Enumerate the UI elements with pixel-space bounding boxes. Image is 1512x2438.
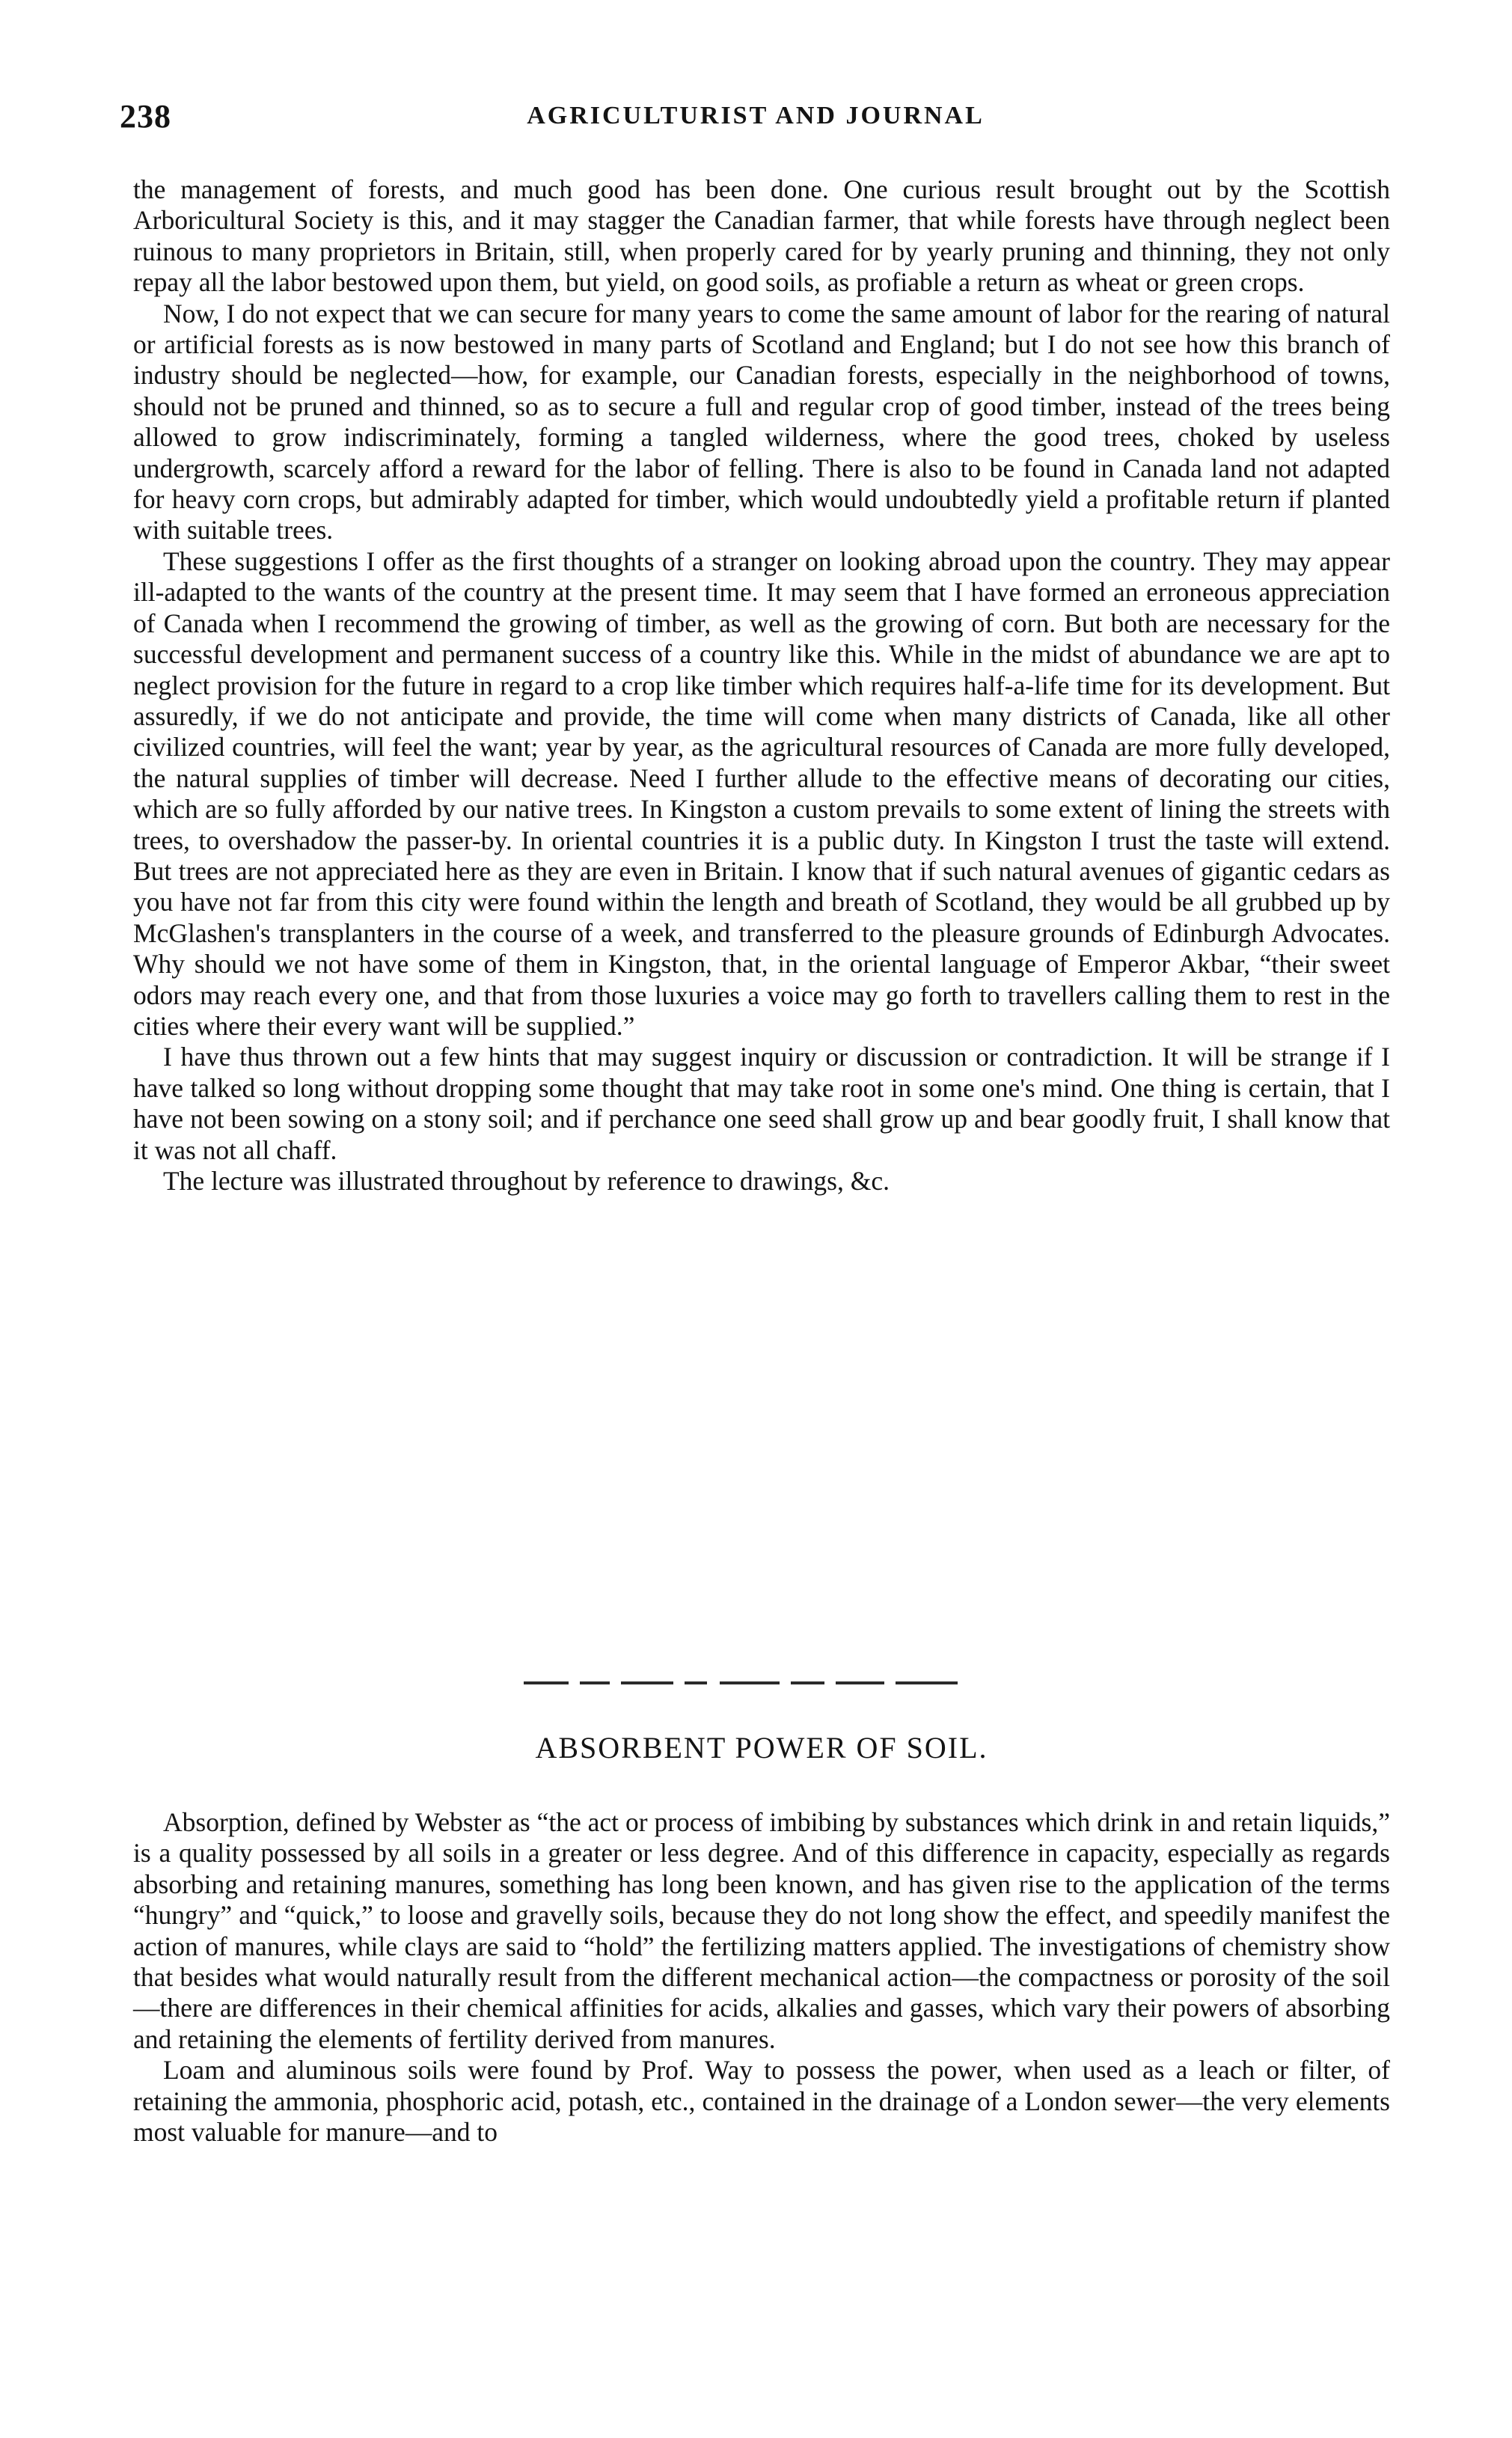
running-head: AGRICULTURIST AND JOURNAL — [527, 102, 985, 129]
paragraph: the management of forests, and much good has been done. One curious result brought out by the Scottish Arboricultural Society is this, and it may stagger the Canadian farmer, that while forests have through neglect been ruinous to many proprietors in Britain, still, when properly cared for by yearly pruning and thinning, they not only repay all the labor bestowed upon them, but yield, on good soils, as profiable a return as wheat or green crops. — [133, 174, 1390, 298]
paragraph: The lecture was illustrated throughout by reference to drawings, &c. — [163, 1166, 890, 1196]
section-divider — [524, 1681, 958, 1686]
paragraph: Loam and aluminous soils were found by Prof. Way to possess the power, when used as a leach or filter, of retaining the ammonia, phosphoric acid, potash, etc., contained in the drainage of a London sewer—the very elements most valuable for manure—and to — [133, 2055, 1390, 2148]
paragraph: These suggestions I offer as the first thoughts of a stranger on looking abroad upon the country. They may appear ill-adapted to the wants of the country at the present time. It may seem that I have formed an erroneous appreciation of Canada when I recommend the growing of timber, as well as the growing of corn. But both are necessary for the successful development and permanent success of a country like this. While in the midst of abundance we are apt to neglect provision for the future in regard to a crop like timber which requires half-a-life time for its development. But assuredly, if we do not anticipate and provide, the time will come when many districts of Canada, like all other civilized countries, will feel the want; year by year, as the agricultural resources of Canada are more fully developed, the natural supplies of timber will decrease. Need I further allude to the effective means of decorating our cities, which are so fully afforded by our native trees. In Kingston a custom prevails to some extent of lining the streets with trees, to overshadow the passer-by. In oriental countries it is a public duty. In Kingston I trust the taste will extend. But trees are not appreciated here as they are even in Britain. I know that if such natural avenues of gigantic cedars as you have not far from this city were found within the length and breath of Scotland, they would be all grubbed up by McGlashen's transplanters in the course of a week, and transferred to the pleasure grounds of Edinburgh Advocates. Why should we not have some of them in Kingston, that, in the oriental language of Emperor Akbar, “their sweet odors may reach every one, and that from those luxuries a voice may go forth to travellers calling them to rest in the cities where their every want will be supplied.” — [133, 546, 1390, 1041]
article-body — [133, 1807, 1390, 2148]
page-header — [120, 97, 1392, 142]
paragraph: Now, I do not expect that we can secure for many years to come the same amount of labor for the rearing of natural or artificial forests as is now bestowed in many parts of Scotland and England; but I do not see how this branch of industry should be neglected—how, for example, our Canadian forests, especially in the neighborhood of towns, should not be pruned and thinned, so as to secure a full and regular crop of good timber, instead of the trees being allowed to grow indiscriminately, forming a tangled wilderness, where the good trees, choked by useless undergrowth, scarcely afford a reward for the labor of felling. There is also to be found in Canada land not adapted for heavy corn crops, but admirably adapted for timber, which would undoubtedly yield a profitable return if planted with suitable trees. — [133, 298, 1390, 546]
page-number: 238 — [120, 98, 171, 135]
article-continued — [133, 174, 1390, 1197]
paragraph: I have thus thrown out a few hints that may suggest inquiry or discussion or contradiction. It will be strange if I have talked so long without dropping some thought that may take root in some one's mind. One thing is certain, that I have not been sowing on a stony soil; and if perchance one seed shall grow up and bear goodly fruit, I shall know that it was not all chaff. — [133, 1042, 1390, 1165]
paragraph: Absorption, defined by Webster as “the act or process of imbibing by substances which drink in and retain liquids,” is a quality possessed by all soils in a greater or less degree. And of this difference in capacity, especially as regards absorbing and retaining manures, something has long been known, and has given rise to the application of the terms “hungry” and “quick,” to loose and gravelly soils, because they do not long show the effect, and speedily manifest the action of manures, while clays are said to “hold” the fertilizing matters applied. The investigations of chemistry show that besides what would naturally result from the different mechanical action—the compactness or porosity of the soil—there are differences in their chemical affinities for acids, alkalies and gasses, which vary their powers of absorbing and retaining the elements of fertility derived from manures. — [133, 1807, 1390, 2054]
article-title: ABSORBENT POWER OF SOIL. — [535, 1731, 988, 1765]
